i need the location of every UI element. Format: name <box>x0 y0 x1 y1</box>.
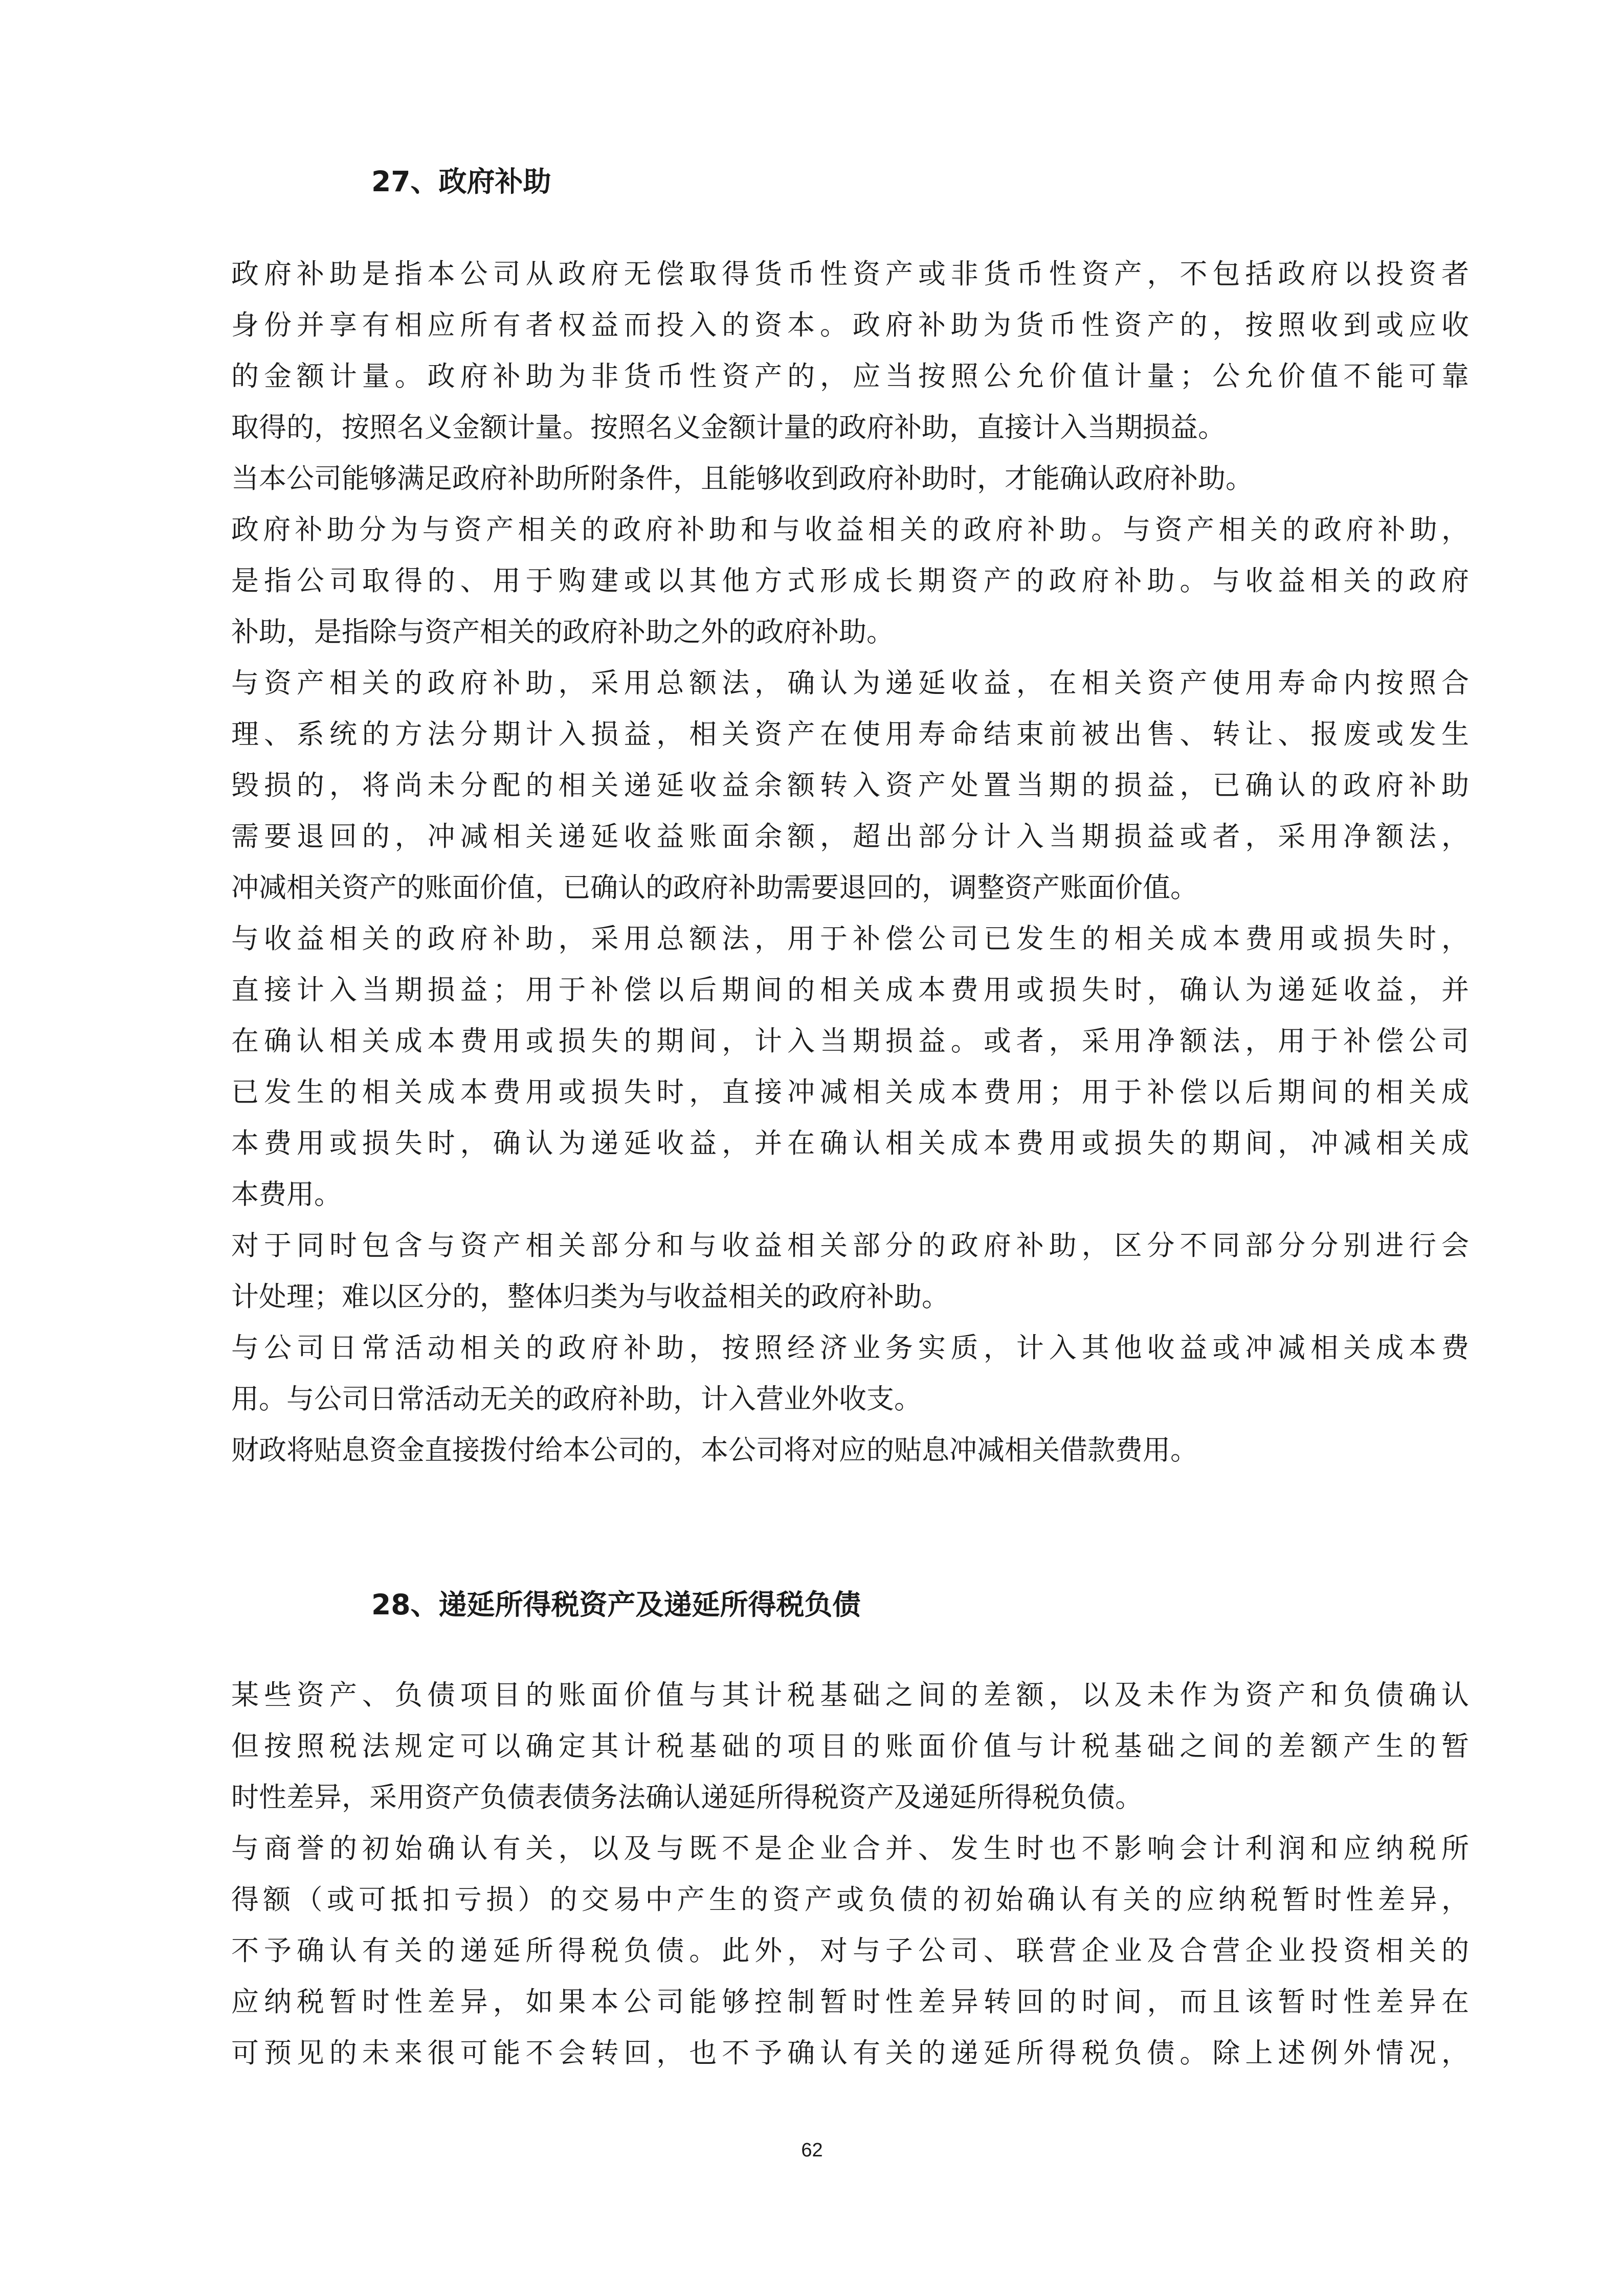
section-27-line: 直接计入当期损益；用于补偿以后期间的相关成本费用或损失时，确认为递延收益，并 <box>231 974 1469 1006</box>
section-28-line: 某些资产、负债项目的账面价值与其计税基础之间的差额，以及未作为资产和负债确认 <box>231 1679 1469 1711</box>
section-27-line: 在确认相关成本费用或损失的期间，计入当期损益。或者，采用净额法，用于补偿公司 <box>231 1025 1469 1057</box>
section-27-line: 已发生的相关成本费用或损失时，直接冲减相关成本费用；用于补偿以后期间的相关成 <box>231 1076 1469 1108</box>
section-27-line: 取得的，按照名义金额计量。按照名义金额计量的政府补助，直接计入当期损益。 <box>231 411 1226 443</box>
section-28-heading: 28、递延所得税资产及递延所得税负债 <box>371 1588 861 1621</box>
section-27-line: 用。与公司日常活动无关的政府补助，计入营业外收支。 <box>231 1383 922 1415</box>
section-27-heading: 27、政府补助 <box>371 165 551 198</box>
section-28-line: 但按照税法规定可以确定其计税基础的项目的账面价值与计税基础之间的差额产生的暂 <box>231 1730 1469 1762</box>
section-28-line: 可预见的未来很可能不会转回，也不予确认有关的递延所得税负债。除上述例外情况， <box>231 2037 1469 2069</box>
section-27-line: 当本公司能够满足政府补助所附条件，且能够收到政府补助时，才能确认政府补助。 <box>231 462 1253 494</box>
section-27-line: 本费用。 <box>231 1178 342 1210</box>
section-27-line: 是指公司取得的、用于购建或以其他方式形成长期资产的政府补助。与收益相关的政府 <box>231 565 1469 597</box>
section-27-line: 身份并享有相应所有者权益而投入的资本。政府补助为货币性资产的，按照收到或应收 <box>231 309 1469 341</box>
section-27-line: 本费用或损失时，确认为递延收益，并在确认相关成本费用或损失的期间，冲减相关成 <box>231 1127 1469 1159</box>
section-27-line: 计处理；难以区分的，整体归类为与收益相关的政府补助。 <box>231 1280 949 1313</box>
section-27-line: 与收益相关的政府补助，采用总额法，用于补偿公司已发生的相关成本费用或损失时， <box>231 922 1469 955</box>
section-27-line: 财政将贴息资金直接拨付给本公司的，本公司将对应的贴息冲减相关借款费用。 <box>231 1434 1198 1466</box>
section-27-line: 补助，是指除与资产相关的政府补助之外的政府补助。 <box>231 616 894 648</box>
section-27-line: 的金额计量。政府补助为非货币性资产的，应当按照公允价值计量；公允价值不能可靠 <box>231 360 1469 392</box>
section-27-line: 毁损的，将尚未分配的相关递延收益余额转入资产处置当期的损益，已确认的政府补助 <box>231 769 1469 801</box>
section-28-line: 时性差异，采用资产负债表债务法确认递延所得税资产及递延所得税负债。 <box>231 1781 1143 1813</box>
page-number: 62 <box>801 2140 823 2161</box>
section-28-line: 不予确认有关的递延所得税负债。此外，对与子公司、联营企业及合营企业投资相关的 <box>231 1934 1469 1967</box>
section-27-line: 需要退回的，冲减相关递延收益账面余额，超出部分计入当期损益或者，采用净额法， <box>231 820 1469 852</box>
section-27-line: 对于同时包含与资产相关部分和与收益相关部分的政府补助，区分不同部分分别进行会 <box>231 1229 1469 1262</box>
section-27-line: 政府补助分为与资产相关的政府补助和与收益相关的政府补助。与资产相关的政府补助， <box>231 513 1469 546</box>
section-28-line: 得额（或可抵扣亏损）的交易中产生的资产或负债的初始确认有关的应纳税暂时性差异， <box>231 1883 1469 1916</box>
section-27-line: 冲减相关资产的账面价值，已确认的政府补助需要退回的，调整资产账面价值。 <box>231 871 1198 904</box>
section-27-line: 与资产相关的政府补助，采用总额法，确认为递延收益，在相关资产使用寿命内按照合 <box>231 667 1469 699</box>
section-27-line: 与公司日常活动相关的政府补助，按照经济业务实质，计入其他收益或冲减相关成本费 <box>231 1332 1469 1364</box>
section-27-line: 政府补助是指本公司从政府无偿取得货币性资产或非货币性资产，不包括政府以投资者 <box>231 258 1469 290</box>
section-27-line: 理、系统的方法分期计入损益，相关资产在使用寿命结束前被出售、转让、报废或发生 <box>231 718 1469 750</box>
section-28-line: 与商誉的初始确认有关，以及与既不是企业合并、发生时也不影响会计利润和应纳税所 <box>231 1832 1469 1864</box>
section-28-line: 应纳税暂时性差异，如果本公司能够控制暂时性差异转回的时间，而且该暂时性差异在 <box>231 1986 1469 2018</box>
